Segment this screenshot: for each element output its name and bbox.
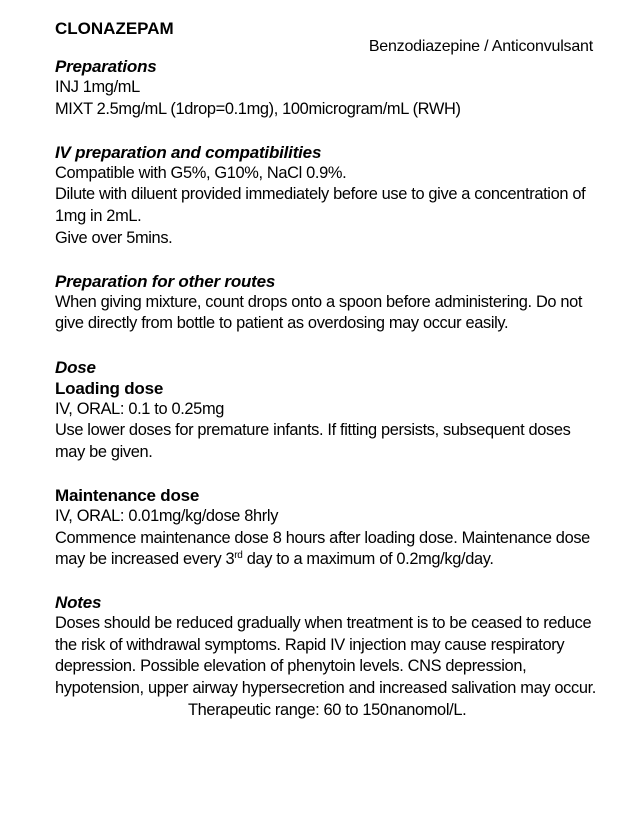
preparations-line: MIXT 2.5mg/mL (1drop=0.1mg), 100microgram/mL (RWH) — [55, 99, 461, 118]
other-routes-line: give directly from bottle to patient as overdosing may occur easily. — [55, 314, 509, 333]
iv-preparation-line: Dilute with diluent provided immediately before use to give a concentration of — [55, 185, 586, 204]
iv-preparation-heading: IV preparation and compatibilities — [55, 142, 322, 162]
other-routes-heading: Preparation for other routes — [55, 271, 276, 291]
loading-dose-heading: Loading dose — [55, 378, 164, 398]
ordinal-suffix: rd — [234, 550, 243, 562]
maintenance-text: day to a maximum of 0.2mg/kg/day. — [242, 550, 494, 569]
other-routes-line: When giving mixture, count drops onto a spoon before administering. Do not — [55, 292, 583, 311]
notes-line: the risk of withdrawal symptoms. Rapid IV injection may cause respiratory — [55, 635, 565, 654]
notes-heading: Notes — [55, 593, 102, 613]
maintenance-dose-line — [55, 549, 615, 571]
maintenance-text: may be increased every 3 — [55, 550, 235, 569]
loading-dose-line: may be given. — [55, 442, 153, 461]
iv-preparation-line: Compatible with G5%, G10%, NaCl 0.9%. — [55, 163, 347, 182]
dose-heading: Dose — [55, 357, 96, 377]
drug-class: Benzodiazepine / Anticonvulsant — [368, 38, 593, 55]
notes-line: Doses should be reduced gradually when treatment is to be ceased to reduce — [55, 614, 592, 633]
loading-dose-line: Use lower doses for premature infants. If fitting persists, subsequent doses — [55, 421, 571, 440]
preparations-line: INJ 1mg/mL — [55, 78, 140, 96]
iv-preparation-line: 1mg in 2mL. — [55, 206, 142, 225]
notes-line: hypotension, upper airway hypersecretion and increased salivation may occur. — [55, 679, 597, 698]
maintenance-dose-line: Commence maintenance dose 8 hours after loading dose. Maintenance dose — [55, 528, 590, 547]
maintenance-dose-line: IV, ORAL: 0.01mg/kg/dose 8hrly — [55, 506, 279, 525]
drug-name: CLONAZEPAM — [55, 19, 174, 38]
therapeutic-range: Therapeutic range: 60 to 150nanomol/L. — [188, 700, 467, 719]
maintenance-dose-heading: Maintenance dose — [55, 485, 200, 505]
preparations-heading: Preparations — [55, 57, 157, 76]
iv-preparation-line: Give over 5mins. — [55, 228, 173, 247]
monograph-page — [55, 18, 615, 721]
notes-line: depression. Possible elevation of phenytoin levels. CNS depression, — [55, 657, 527, 676]
loading-dose-line: IV, ORAL: 0.1 to 0.25mg — [55, 399, 225, 418]
